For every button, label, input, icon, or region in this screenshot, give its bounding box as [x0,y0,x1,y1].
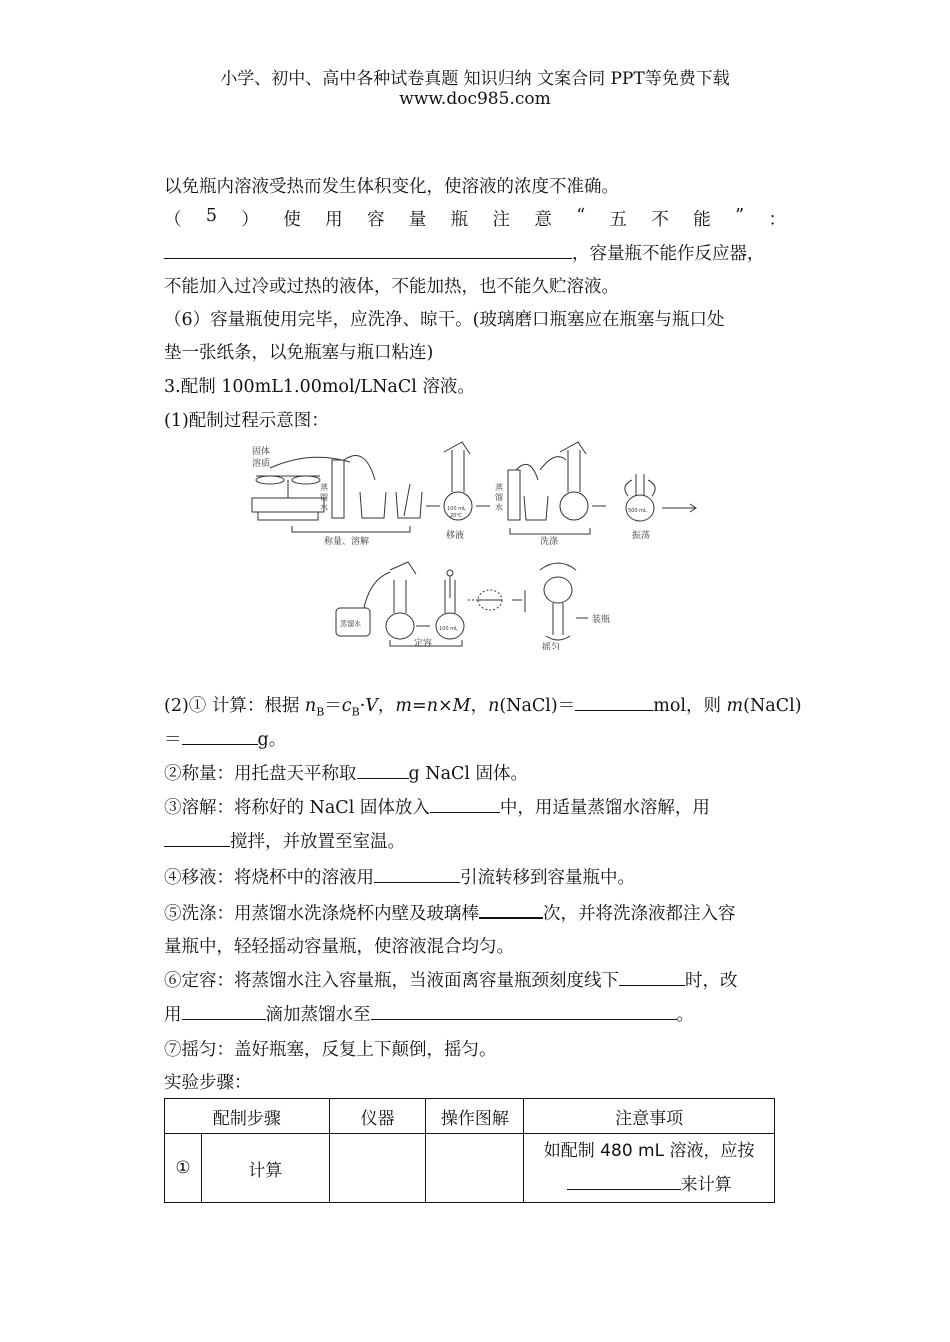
graduated-cylinder-icon [332,460,344,518]
label-water: 蒸 [495,483,503,492]
q-mix: ⑦摇匀：盖好瓶塞，反复上下颠倒，摇匀。 [164,1040,497,1060]
row-instrument [329,1134,426,1203]
volumetric-flask-icon [386,613,414,639]
header-url: www.doc985.com [399,89,551,109]
beaker-icon [524,496,548,520]
beaker-icon [444,442,470,454]
table-header: 操作图解 [426,1099,524,1134]
flask-label: 100 mL [447,506,466,512]
q-dissolve-cont: 搅拌，并放置至室温。 [164,828,405,853]
text-line: 垫一张纸条，以免瓶塞与瓶口粘连) [164,343,434,363]
caption-weigh-dissolve: 称量、溶解 [324,537,370,547]
graduated-cylinder-icon [508,470,520,520]
hand-icon [625,480,632,496]
row-note [524,1134,775,1203]
beaker-icon [360,492,386,518]
answer-blank[interactable] [430,794,500,813]
text-line: 以免瓶内溶液受热而发生体积变化，使溶液的浓度不准确。 [164,177,619,197]
brace-icon [292,526,410,532]
caption-shake: 振荡 [632,531,651,541]
flask-temp: 20℃ [450,513,462,519]
note-text: 来计算 [680,1175,732,1195]
label-water: 蒸 [320,483,328,492]
header-line1: 小学、初中、高中各种试卷真题 知识归纳 文案合同 PPT等免费下载 [220,69,730,89]
answer-blank[interactable] [182,726,258,745]
label-solute: 溶质 [252,459,271,469]
answer-blank[interactable] [575,692,653,711]
q-transfer: ④移液：将烧杯中的溶液用 引流转移到容量瓶中。 [164,864,635,889]
section-title: 3.配制 100mL1.00mol/LNaCl 溶液。 [164,377,475,397]
label-bottle: 装瓶 [592,615,611,625]
flask-label: 100 mL [439,626,458,632]
five-rules-heading: （ 5 ） 使 用 容 量 瓶 注 意 “ 五 不 能 ” ： [164,206,786,230]
table-row [165,1134,775,1203]
table-header: 注意事项 [524,1099,775,1134]
answer-blank[interactable] [479,899,543,919]
label-water: 水 [320,503,328,512]
q-make-volume-cont: 用 滴加蒸馏水至 。 [164,1001,694,1026]
volumetric-flask-icon [560,492,588,520]
arrow-icon [516,464,538,480]
table-header: 配制步骤 [165,1099,330,1134]
hand-icon [648,480,655,496]
label-water: 馏 [320,493,328,502]
tube-icon [364,572,390,608]
hand-icon [546,636,570,640]
steps-label: 实验步骤： [164,1073,252,1093]
beaker-icon [396,492,422,518]
note-text: 如配制 480 mL 溶液，应按 [543,1141,755,1161]
q-calc: (2)① 计算：根据 $n_B=c_B\cdot V$，m=n×M，n(NaCl)＝ mol，则 m(NaCl) [164,692,802,719]
arrow-icon [344,456,375,481]
beaker-icon [560,442,586,454]
flask-label: 500 mL [628,508,647,514]
procedure-diagram [240,440,710,650]
row-diagram [426,1134,524,1203]
row-step: 计算 [201,1134,329,1203]
arrow-icon [540,457,566,470]
q-calc-cont: ＝ g。 [164,726,286,751]
answer-blank[interactable] [374,864,460,883]
hand-icon [540,563,576,570]
caption-mix: 摇匀 [542,643,561,650]
text-line: ，容量瓶不能作反应器， [164,240,765,265]
brace-icon [510,528,590,534]
text-line: （6）容量瓶使用完毕，应洗净、晾干。(玻璃磨口瓶塞应在瓶塞与瓶口处 [164,310,725,330]
answer-blank[interactable] [619,967,685,986]
q-dissolve: ③溶解：将称好的 NaCl 固体放入 中，用适量蒸馏水溶解，用 [164,794,710,819]
answer-blank[interactable] [164,240,572,259]
answer-blank[interactable] [357,760,409,779]
steps-table [164,1098,775,1203]
glass-rod-icon [404,484,410,516]
label-solid: 固体 [252,447,271,457]
caption-make-volume: 定容 [414,639,433,649]
row-number: ① [165,1134,202,1203]
answer-blank[interactable] [371,1001,677,1020]
balance-icon [252,476,324,520]
label-water: 水 [495,503,503,512]
q-make-volume: ⑥定容：将蒸馏水注入容量瓶，当液面离容量瓶颈刻度线下 时，改 [164,967,738,992]
arrow-icon [270,457,350,468]
answer-blank[interactable] [164,828,230,847]
caption-transfer: 移液 [446,531,465,541]
volumetric-flask-icon [544,577,572,603]
table-header-row [165,1099,775,1134]
label-distilled: 蒸馏水 [340,620,361,628]
caption-wash: 洗涤 [540,537,559,547]
text-line: 不能加入过冷或过热的液体，不能加热，也不能久贮溶液。 [164,277,619,297]
label-water: 馏 [495,493,503,502]
q-weigh: ②称量：用托盘天平称取 g NaCl 固体。 [164,760,528,785]
q-wash: ⑤洗涤：用蒸馏水洗涤烧杯内壁及玻璃棒 次，并将洗涤液都注入容 [164,899,736,925]
beaker-icon [390,562,416,574]
answer-blank[interactable] [567,1171,681,1190]
text-line: (1)配制过程示意图： [164,411,329,431]
table-header: 仪器 [329,1099,426,1134]
q-wash-cont: 量瓶中，轻轻摇动容量瓶，使溶液混合均匀。 [164,937,514,957]
answer-blank[interactable] [182,1001,266,1020]
